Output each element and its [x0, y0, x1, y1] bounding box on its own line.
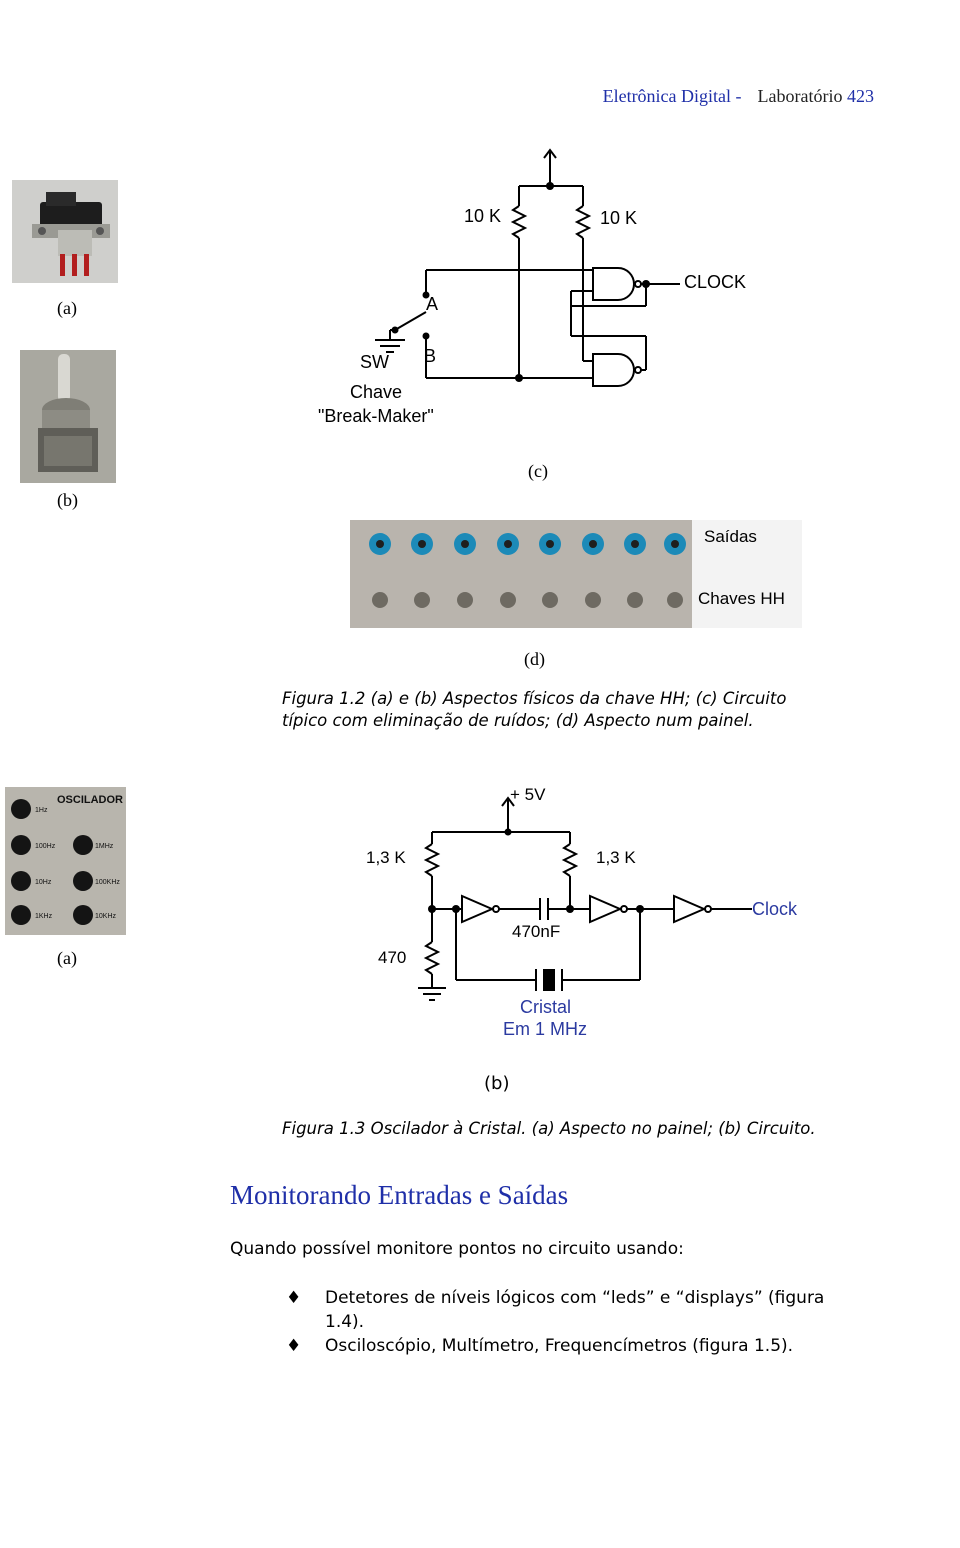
panel-switches-label: Chaves HH: [698, 589, 785, 608]
header-title: Eletrônica Digital -: [602, 86, 742, 106]
toggle-switch-photo: [20, 350, 116, 483]
fig12-caption-line2: típico com eliminação de ruídos; (d) Aspecto num painel.: [282, 711, 754, 730]
oscillator-panel-drawing: [5, 787, 126, 935]
fig12-label-c: (c): [528, 461, 548, 481]
toggle-switch-drawing: [20, 350, 116, 483]
bullet-line: Osciloscópio, Multímetro, Frequencímetros (figura 1.5).: [325, 1336, 794, 1356]
bullet-item: [286, 1286, 886, 1334]
section-intro: Quando possível monitore pontos no circuito usando:: [230, 1239, 684, 1259]
fig13-r3-label: 470: [378, 948, 407, 967]
osc-freq-100khz: 100KHz: [95, 879, 120, 886]
fig13-crystal-label-1: Cristal: [520, 997, 572, 1017]
fig13-cap-label: 470nF: [512, 922, 561, 941]
fig13-r2-label: 1,3 K: [596, 848, 636, 867]
osc-freq-1khz: 1KHz: [35, 913, 53, 920]
fig12-label-b: (b): [57, 490, 78, 510]
rocker-switch-drawing: [12, 180, 118, 283]
fig12-node-b: B: [424, 346, 437, 366]
bullet-item: [286, 1334, 886, 1358]
osc-freq-1mhz: 1MHz: [95, 843, 114, 850]
diamond-bullet-icon: ♦: [286, 1336, 302, 1356]
hh-switch-panel-drawing: [350, 520, 802, 628]
osc-freq-10khz: 10KHz: [95, 913, 117, 920]
hh-switch-panel-photo: [350, 520, 802, 628]
fig12-label-a: (a): [57, 298, 77, 318]
oscillator-panel-title: OSCILADOR: [57, 794, 123, 806]
fig13-label-b: (b): [484, 1073, 510, 1094]
diamond-bullet-icon: ♦: [286, 1288, 302, 1308]
fig12-node-a: A: [426, 294, 439, 314]
section-title: Monitorando Entradas e Saídas: [230, 1180, 569, 1210]
fig12-switch-name-1: Chave: [350, 382, 403, 402]
fig13-clock-label: Clock: [752, 899, 798, 919]
fig12-switch-name-2: "Break-Maker": [318, 406, 434, 426]
fig12-clock-label: CLOCK: [684, 272, 747, 292]
rocker-switch-photo: [12, 180, 118, 283]
panel-outputs-label: Saídas: [704, 527, 757, 546]
page-number: 423: [847, 86, 874, 106]
fig13-r1-label: 1,3 K: [366, 848, 406, 867]
bullet-line-continued: 1.4).: [325, 1312, 365, 1332]
fig12-r1-label: 10 K: [464, 206, 502, 226]
page-header: [603, 86, 874, 107]
oscillator-panel-photo: [5, 787, 126, 935]
bullet-line: Detetores de níveis lógicos com “leds” e “displays” (figura: [325, 1288, 825, 1308]
fig12-r2-label: 10 K: [600, 208, 638, 228]
header-section: Laboratório: [757, 86, 843, 106]
fig13-vcc-label: + 5V: [510, 785, 546, 804]
osc-freq-10hz: 10Hz: [35, 879, 52, 886]
fig12-caption-line1: Figura 1.2 (a) e (b) Aspectos físicos da chave HH; (c) Circuito: [282, 689, 787, 708]
osc-freq-1hz: 1Hz: [35, 807, 48, 814]
fig12-sw-label: SW: [360, 352, 389, 372]
crystal-oscillator-schematic: [360, 770, 820, 1050]
fig13-label-a: (a): [57, 948, 77, 968]
fig12-label-d: (d): [524, 649, 545, 669]
debounce-circuit-schematic: [300, 140, 780, 440]
fig13-crystal-label-2: Em 1 MHz: [503, 1019, 588, 1039]
fig13-caption: Figura 1.3 Oscilador à Cristal. (a) Aspecto no painel; (b) Circuito.: [282, 1119, 816, 1138]
fig12-caption: [282, 688, 892, 732]
osc-freq-100hz: 100Hz: [35, 843, 56, 850]
